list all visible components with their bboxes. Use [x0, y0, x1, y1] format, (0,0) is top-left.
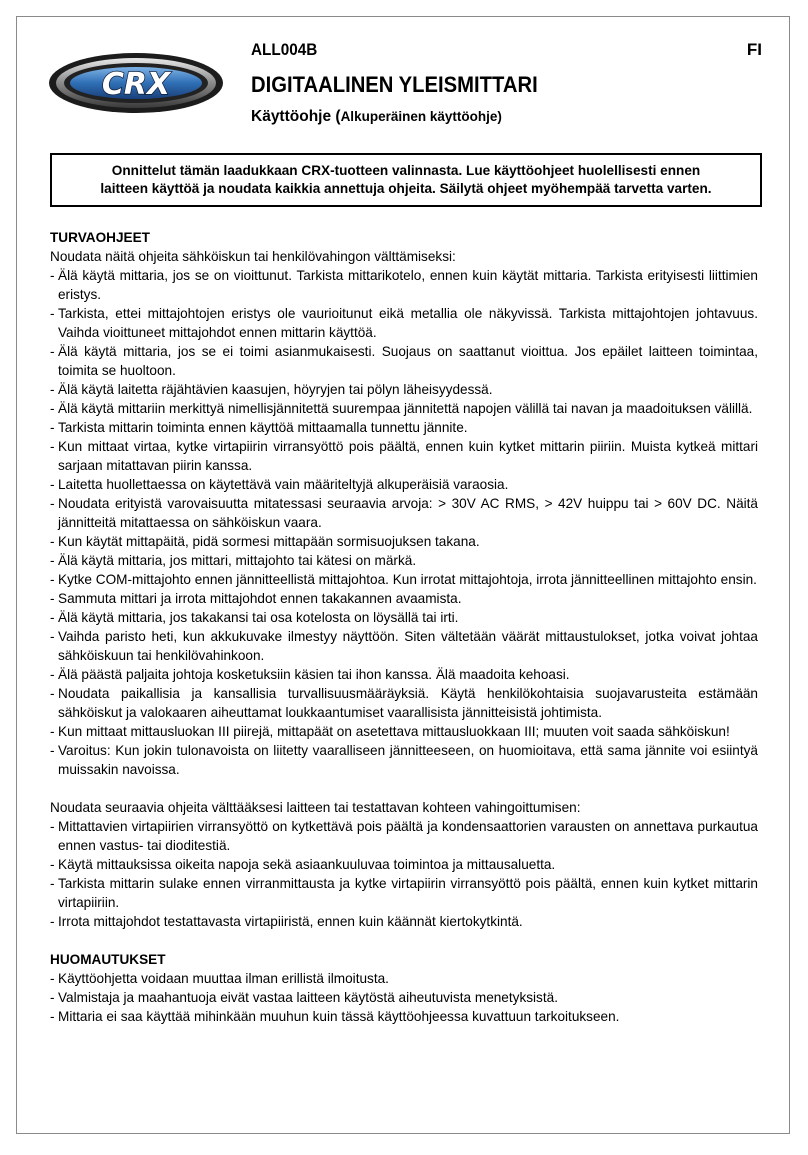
safety-item: - Tarkista mittarin toiminta ennen käyttöä mittaamalla tunnettu jännite. — [50, 418, 758, 437]
damage-item: - Tarkista mittarin sulake ennen virranmittausta ja kytke virtapiirin virransyöttö pois päältä, ennen kuin kytket mittarin virtapiiriin. — [50, 874, 758, 912]
notes-item: - Valmistaja ja maahantuoja eivät vastaa laitteen käytöstä aiheutuvista menetyksistä. — [50, 988, 758, 1007]
safety-item: - Kytke COM-mittajohto ennen jännitteellistä mittajohtoa. Kun irrotat mittajohtoja, irrota jännitteellinen mittajohto ensin. — [50, 570, 758, 589]
document-subtitle — [251, 108, 502, 126]
safety-item: - Älä päästä paljaita johtoja kosketuksiin käsien tai ihon kanssa. Älä maadoita kehoasi. — [50, 665, 758, 684]
notes-heading: HUOMAUTUKSET — [50, 952, 166, 967]
safety-item: - Älä käytä mittariin merkittyä nimellisjännitettä suurempaa jännitettä napojen välillä tai navan ja maadoituksen välillä. — [50, 399, 758, 418]
safety-heading: TURVAOHJEET — [50, 230, 150, 245]
safety-item: - Laitetta huollettaessa on käytettävä vain määriteltyjä alkuperäisiä varaosia. — [50, 475, 758, 494]
intro-box — [50, 153, 762, 207]
notes-item: - Mittaria ei saa käyttää mihinkään muuhun kuin tässä käyttöohjeessa kuvattuun tarkoitukseen. — [50, 1007, 758, 1026]
safety-item: - Noudata erityistä varovaisuutta mitatessasi seuraavia arvoja: > 30V AC RMS, > 42V huippu tai > 60V DC. Näitä jännitteitä mitattaessa on sähköiskun vaara. — [50, 494, 758, 532]
safety-item: - Älä käytä mittaria, jos se ei toimi asianmukaisesti. Suojaus on saattanut vioittua. Jos epäilet laitteen toimintaa, toimita se huoltoon. — [50, 342, 758, 380]
safety-item: - Älä käytä mittaria, jos se on vioittunut. Tarkista mittarikotelo, ennen kuin käytät mittaria. Tarkista erityisesti liittimien eristys. — [50, 266, 758, 304]
damage-item: - Mittattavien virtapiirien virransyöttö on kytkettävä pois päältä ja kondensaattorien varausten on annettava purkautua ennen vastus- tai dioditestiä. — [50, 817, 758, 855]
safety-list — [50, 266, 758, 779]
notes-list — [50, 969, 758, 1026]
crx-logo — [48, 52, 224, 114]
safety-item: - Varoitus: Kun jokin tulonavoista on liitetty vaaralliseen jännitteeseen, on huomioitava, että sama jännite voi esiintyä muissakin navoissa. — [50, 741, 758, 779]
safety-item: - Älä käytä mittaria, jos mittari, mittajohto tai kätesi on märkä. — [50, 551, 758, 570]
notes-item: - Käyttöohjetta voidaan muuttaa ilman erillistä ilmoitusta. — [50, 969, 758, 988]
safety-item: - Älä käytä laitetta räjähtävien kaasujen, höyryjen tai pölyn läheisyydessä. — [50, 380, 758, 399]
language-code: FI — [746, 40, 762, 59]
document-title: DIGITAALINEN YLEISMITTARI — [251, 72, 538, 97]
content — [50, 228, 758, 1026]
product-code: ALL004B — [251, 40, 318, 59]
safety-item: - Kun mittaat virtaa, kytke virtapiirin virransyöttö pois päältä, ennen kuin kytket mittarin piiriin. Muista kytkeä mittari sarjaan mitattavan piirin kanssa. — [50, 437, 758, 475]
damage-item: - Irrota mittajohdot testattavasta virtapiiristä, ennen kuin käännät kiertokytkintä. — [50, 912, 758, 931]
safety-lead: Noudata näitä ohjeita sähköiskun tai henkilövahingon välttämiseksi: — [50, 249, 456, 264]
safety-item: - Kun käytät mittapäitä, pidä sormesi mittapään sormisuojuksen takana. — [50, 532, 758, 551]
intro-line-1: Onnittelut tämän laadukkaan CRX-tuotteen valinnasta. Lue käyttöohjeet huolellisesti ennen — [111, 163, 701, 178]
safety-item: - Sammuta mittari ja irrota mittajohdot ennen takakannen avaamista. — [50, 589, 758, 608]
logo-text: CRX — [101, 67, 171, 102]
damage-item: - Käytä mittauksissa oikeita napoja sekä asiaankuuluvaa toimintoa ja mittausaluetta. — [50, 855, 758, 874]
safety-item: - Noudata paikallisia ja kansallisia turvallisuusmääräyksiä. Käytä henkilökohtaisia suojavarusteita estämään sähköiskut ja valokaaren aiheuttamat loukkaantumiset vaarallisista jännitteisistä johtimista. — [50, 684, 758, 722]
subtitle-small: Alkuperäinen käyttöohje) — [340, 109, 502, 124]
damage-lead: Noudata seuraavia ohjeita välttääksesi laitteen tai testattavan kohteen vahingoittumisen: — [50, 800, 581, 815]
safety-item: - Kun mittaat mittausluokan III piirejä, mittapäät on asetettava mittausluokkaan III; muuten voit saada sähköiskun! — [50, 722, 758, 741]
subtitle-main: Käyttöohje ( — [251, 108, 341, 125]
safety-item: - Tarkista, ettei mittajohtojen eristys ole vaurioitunut eikä metallia ole näkyvissä. Tarkista mittajohtojen johtavuus. Vaihda vioittuneet mittajohdot ennen mittarin käyttöä. — [50, 304, 758, 342]
damage-list — [50, 817, 758, 931]
safety-item: - Älä käytä mittaria, jos takakansi tai osa kotelosta on löysällä tai irti. — [50, 608, 758, 627]
intro-line-2: laitteen käyttöä ja noudata kaikkia annettuja ohjeita. Säilytä ohjeet myöhempää tarvetta varten. — [100, 181, 712, 196]
safety-item: - Vaihda paristo heti, kun akkukuvake ilmestyy näyttöön. Siten vältetään väärät mittaustulokset, jotka voivat johtaa sähköiskuun tai henkilövahinkoon. — [50, 627, 758, 665]
